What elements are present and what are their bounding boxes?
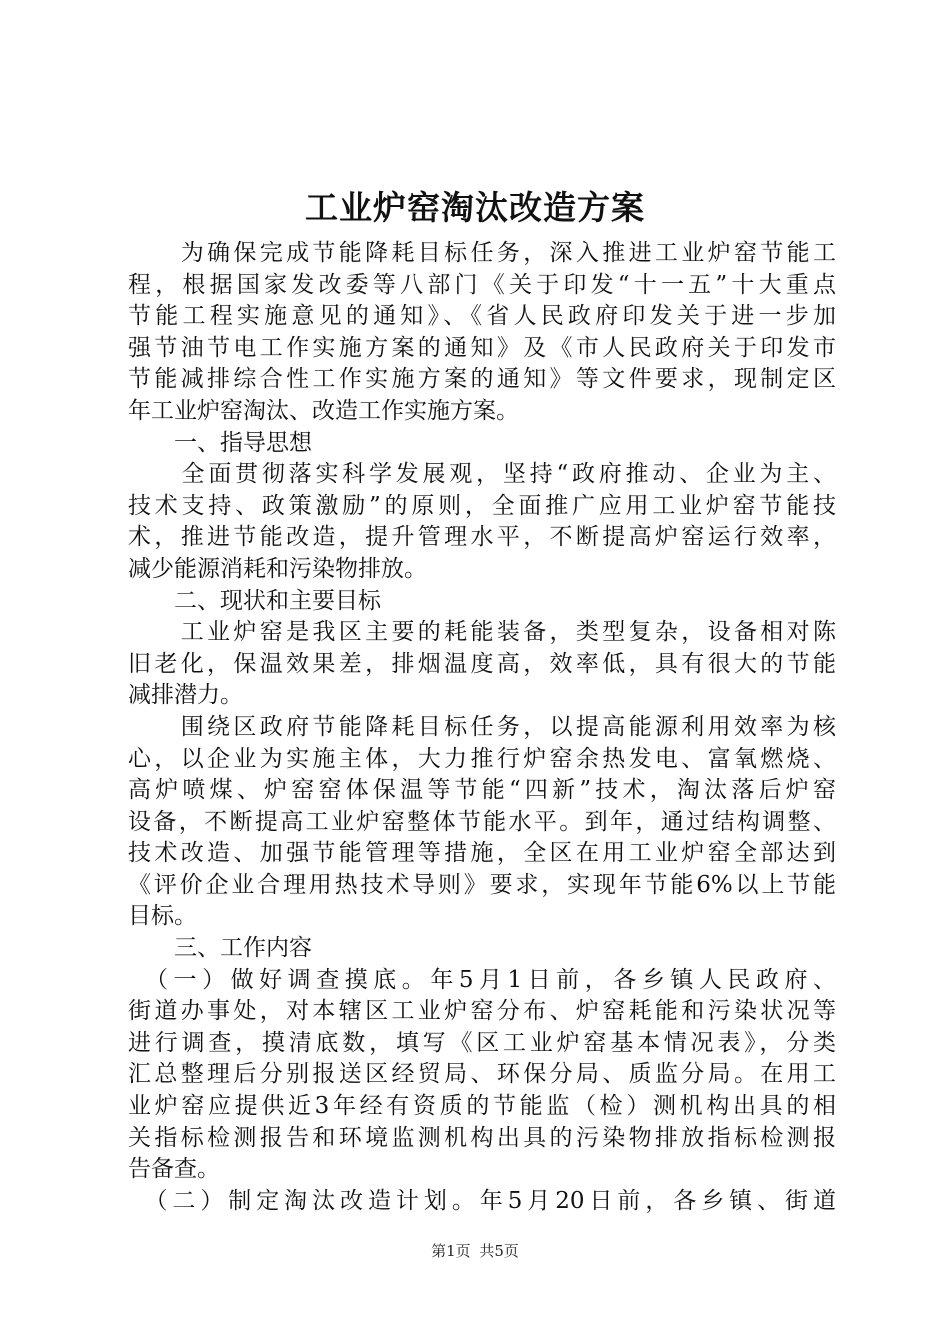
page-number: 第1页 xyxy=(431,1242,471,1260)
document-body xyxy=(128,238,836,1217)
document-title: 工业炉窑淘汰改造方案 xyxy=(305,188,645,227)
body-line: 节能工程实施意见的通知》、《省人民政府印发关于进一步加 xyxy=(128,303,836,330)
body-line: 强节油节电工作实施方案的通知》及《市人民政府关于印发市 xyxy=(128,334,836,361)
body-line: 全面贯彻落实科学发展观，坚持“政府推动、企业为主、 xyxy=(128,461,836,488)
body-line: 工业炉窑是我区主要的耗能装备，类型复杂，设备相对陈 xyxy=(128,619,836,646)
body-line: 程，根据国家发改委等八部门《关于印发“十一五”十大重点 xyxy=(128,271,836,298)
body-line: 节能减排综合性工作实施方案的通知》等文件要求，现制定区 xyxy=(128,366,836,393)
body-line: 旧老化，保温效果差，排烟温度高，效率低，具有很大的节能 xyxy=(128,650,836,677)
body-line: 《评价企业合理用热技术导则》要求，实现年节能6%以上节能 xyxy=(128,871,836,898)
body-line: （二）制定淘汰改造计划。年5月20日前，各乡镇、街道 xyxy=(128,1187,836,1214)
body-line: 街道办事处，对本辖区工业炉窑分布、炉窑耗能和污染状况等 xyxy=(128,998,836,1025)
page-total: 共5页 xyxy=(479,1242,519,1260)
body-line: 减少能源消耗和污染物排放。 xyxy=(128,555,427,582)
body-line: 心，以企业为实施主体，大力推行炉窑余热发电、富氧燃烧、 xyxy=(128,745,836,772)
body-line: 一、指导思想 xyxy=(128,429,312,456)
body-line: 告备查。 xyxy=(128,1156,220,1183)
body-line: 减排潜力。 xyxy=(128,682,243,709)
body-line: 业炉窑应提供近3年经有资质的节能监（检）测机构出具的相 xyxy=(128,1093,836,1120)
body-line: 术，推进节能改造，提升管理水平，不断提高炉窑运行效率， xyxy=(128,524,836,551)
body-line: 汇总整理后分别报送区经贸局、环保分局、质监分局。在用工 xyxy=(128,1061,836,1088)
body-line: 设备，不断提高工业炉窑整体节能水平。到年，通过结构调整、 xyxy=(128,808,836,835)
body-line: 高炉喷煤、炉窑窑体保温等节能“四新”技术，淘汰落后炉窑 xyxy=(128,777,836,804)
body-line: 关指标检测报告和环境监测机构出具的污染物排放指标检测报 xyxy=(128,1124,836,1151)
body-line: 技术改造、加强节能管理等措施，全区在用工业炉窑全部达到 xyxy=(128,840,836,867)
body-line: 为确保完成节能降耗目标任务，深入推进工业炉窑节能工 xyxy=(128,240,836,266)
body-line: 技术支持、政策激励”的原则，全面推广应用工业炉窑节能技 xyxy=(128,492,836,519)
body-line: 年工业炉窑淘汰、改造工作实施方案。 xyxy=(128,397,519,424)
body-line: 围绕区政府节能降耗目标任务，以提高能源利用效率为核 xyxy=(128,713,836,740)
body-line: 三、工作内容 xyxy=(128,935,312,962)
page-footer xyxy=(0,1240,950,1262)
body-line: 进行调查，摸清底数，填写《区工业炉窑基本情况表》，分类 xyxy=(128,1029,836,1056)
body-line: （一）做好调查摸底。年5月1日前，各乡镇人民政府、 xyxy=(128,966,836,993)
body-line: 二、现状和主要目标 xyxy=(128,587,381,614)
body-line: 目标。 xyxy=(128,903,197,930)
